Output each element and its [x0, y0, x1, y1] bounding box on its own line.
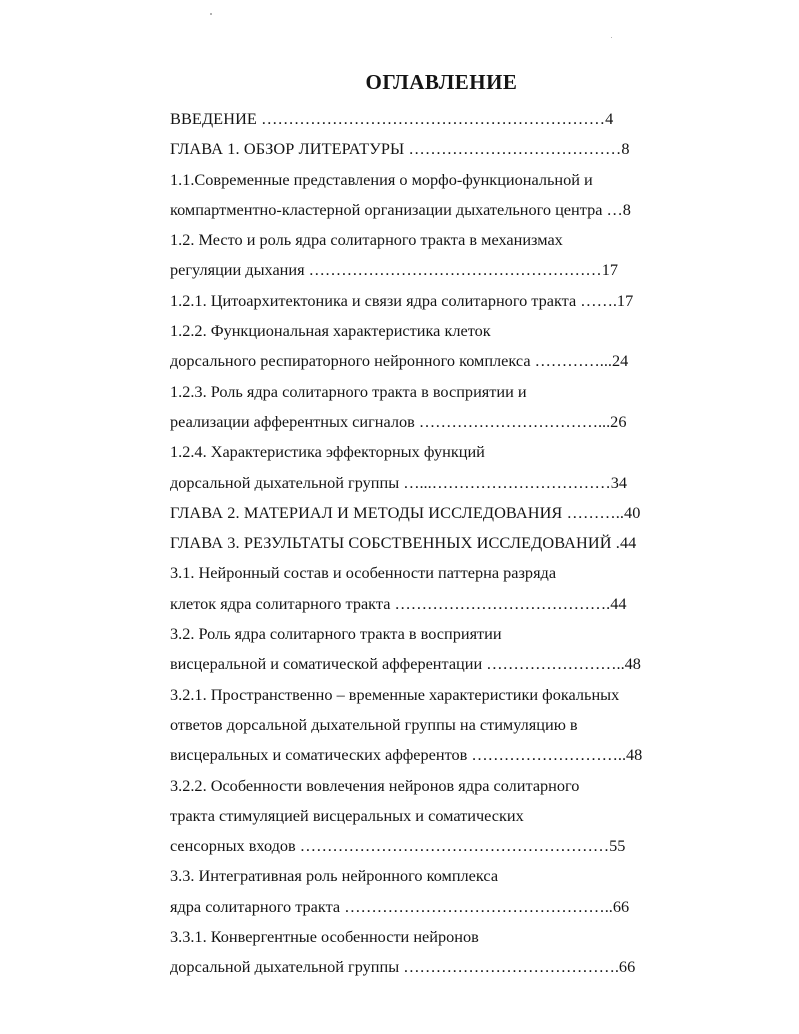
toc-line: ГЛАВА 2. МАТЕРИАЛ И МЕТОДЫ ИССЛЕДОВАНИЯ ………..40 [170, 502, 641, 522]
toc-line: ГЛАВА 3. РЕЗУЛЬТАТЫ СОБСТВЕННЫХ ИССЛЕДОВАНИЙ .44 [170, 533, 637, 553]
toc-line: регуляции дыхания ………………………………………………17 [170, 260, 618, 280]
toc-line: 3.3. Интегративная роль нейронного комплекса [170, 866, 499, 886]
table-of-contents [170, 104, 710, 983]
toc-line: сенсорных входов …………………………………………………55 [170, 836, 626, 856]
scan-speck [611, 37, 612, 38]
toc-line: клеток ядра солитарного тракта ………………………………….44 [170, 593, 627, 613]
toc-line: 1.1.Современные представления о морфо-функциональной и [170, 169, 593, 189]
toc-line: дорсального респираторного нейронного комплекса …………...24 [170, 351, 629, 371]
toc-line: дорсальной дыхательной группы …...……………………………34 [170, 472, 628, 492]
toc-line: ядра солитарного тракта …………………………………………..66 [170, 896, 630, 916]
toc-line: ГЛАВА 1. ОБЗОР ЛИТЕРАТУРЫ …………………………………8 [170, 139, 630, 159]
toc-line: висцеральной и соматической афферентации ……………………..48 [170, 654, 641, 674]
toc-line: компартментно-кластерной организации дыхательного центра …8 [170, 199, 631, 219]
toc-line: 1.2.3. Роль ядра солитарного тракта в восприятии и [170, 381, 527, 401]
toc-line: 3.3.1. Конвергентные особенности нейронов [170, 927, 479, 947]
toc-line: реализации афферентных сигналов ……………………………...26 [170, 411, 627, 431]
toc-line: 3.2.2. Особенности вовлечения нейронов ядра солитарного [170, 775, 580, 795]
toc-line: висцеральных и соматических афферентов ………………………..48 [170, 745, 643, 765]
toc-line: 1.2.1. Цитоархитектоника и связи ядра солитарного тракта …….17 [170, 290, 634, 310]
toc-line: тракта стимуляцией висцеральных и соматических [170, 805, 524, 825]
toc-line: 1.2.2. Функциональная характеристика клеток [170, 321, 491, 341]
toc-line: 1.2.4. Характеристика эффекторных функций [170, 442, 485, 462]
scan-speck [210, 13, 212, 15]
toc-line: 3.1. Нейронный состав и особенности паттерна разряда [170, 563, 557, 583]
toc-line: ВВЕДЕНИЕ ………………………………………………………4 [170, 109, 614, 128]
toc-line: 3.2. Роль ядра солитарного тракта в восприятии [170, 624, 502, 644]
page-title: ОГЛАВЛЕНИЕ [365, 70, 518, 94]
toc-line: 3.2.1. Пространственно – временные характеристики фокальных [170, 684, 620, 704]
toc-line: дорсальной дыхательной группы ………………………………….66 [170, 957, 636, 977]
toc-line: 1.2. Место и роль ядра солитарного тракта в механизмах [170, 230, 563, 250]
toc-line: ответов дорсальной дыхательной группы на стимуляцию в [170, 714, 578, 734]
